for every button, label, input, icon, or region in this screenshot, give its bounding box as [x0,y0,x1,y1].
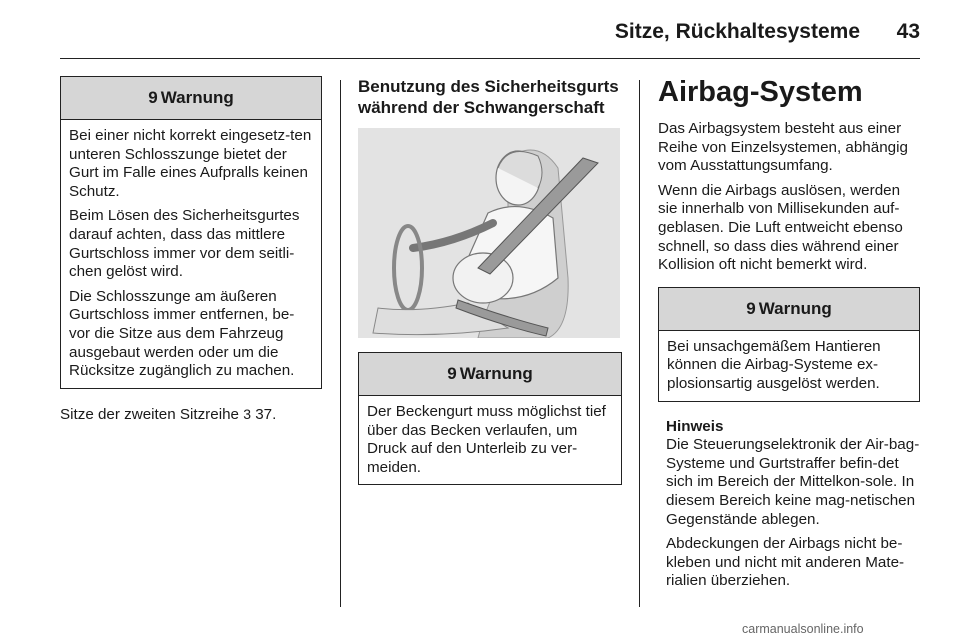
watermark-text: carmanualsonline.info [742,622,864,636]
warning-paragraph: Bei unsachgemäßem Hantieren können die Airbag-Systeme ex-plosionsartig ausgelöst werden. [667,337,881,392]
warning-triangle-icon: 9 [746,298,756,318]
running-header-title: Sitze, Rückhaltesysteme [614,20,860,43]
note-title: Hinweis [666,417,724,435]
warning-box-header [359,353,621,396]
warning-box-header [61,77,321,120]
section-heading-airbag: Airbag-System [658,76,863,108]
section-heading-pregnancy [358,76,622,118]
cross-reference-page: 37. [255,405,277,423]
column-right [658,76,920,597]
body-paragraph: Das Airbagsystem besteht aus einer Reihe von Einzelsystemen, abhängig vom Ausstattungsumfang. [658,120,908,175]
warning-box-body [359,396,621,484]
column-divider-left [340,80,341,607]
heading-line: Benutzung des Sicherheitsgurts [358,77,619,96]
cross-reference-text: Sitze der zweiten Sitzreihe [60,405,239,423]
warning-box-header [659,288,919,331]
note-paragraph: Die Steuerungselektronik der Air-bag-Systeme und Gurtstraffer befin-det sich im Bereich der Mittelkon-sole. In diesem Bereich keine mag-netischen Gegenstände ablegen. [666,436,920,528]
warning-box-body [659,331,919,401]
note-paragraph: Abdeckungen der Airbags nicht be-kleben und nicht mit anderen Mate-rialien überziehen. [666,535,905,590]
cross-reference[interactable] [60,405,322,425]
warning-paragraph: Bei einer nicht korrekt eingesetz-ten unteren Schlosszunge bietet der Gurt im Falle eines Aufpralls keinen Schutz. [69,127,312,200]
column-middle [358,76,622,485]
warning-paragraph: Beim Lösen des Sicherheitsgurtes darauf achten, dass das mittlere Gurtschloss immer vor dem seitli-chen gelöst wird. [69,207,300,281]
warning-title: Warnung [758,298,832,318]
warning-box-airbag [658,287,920,402]
warning-box-seatbelt [60,76,322,389]
header-rule [60,58,920,59]
column-left [60,76,322,430]
warning-paragraph: Der Beckengurt muss möglichst tief über das Becken verlaufen, um Druck auf den Unterleib zu ver-meiden. [367,403,606,476]
warning-triangle-icon: 9 [148,88,158,107]
warning-triangle-icon: 9 [447,364,457,383]
warning-title: Warnung [160,88,234,107]
arrow-right-icon: 3 [243,405,251,422]
warning-title: Warnung [459,364,533,383]
body-paragraph: Wenn die Airbags auslösen, werden sie innerhalb von Millisekunden auf-geblasen. Die Luft entweicht ebenso schnell, so dass dies während einer Kollision oft nicht bemerkt wird. [658,181,903,274]
pregnant-driver-seatbelt-illustration [358,128,620,338]
warning-box-lap-belt [358,352,622,485]
heading-line: während der Schwangerschaft [358,98,605,117]
warning-box-body [61,120,321,388]
column-divider-right [639,80,640,607]
note-block [658,418,920,591]
page-number: 43 [896,20,920,43]
warning-paragraph: Die Schlosszunge am äußeren Gurtschloss immer entfernen, be-vor die Sitze aus dem Fahrzeug ausgebaut werden oder um die Rücksitze zugänglich zu machen. [69,287,295,380]
